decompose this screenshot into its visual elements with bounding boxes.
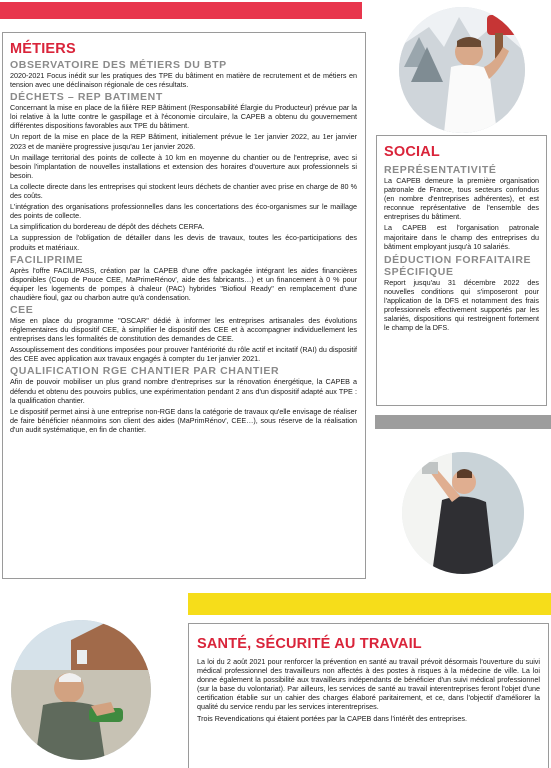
worker-sanding-photo	[11, 620, 151, 760]
dfs-text: Report jusqu'au 31 décembre 2022 des nouvelles conditions qui s'imposeront pour l'application de la DFS et notamment des frais professionnels effectivement supportés par les salariés, dispositions qui restreignent fortement le champ de la DFS.	[384, 277, 539, 333]
worker-painting-photo	[399, 7, 525, 133]
metiers-title: MÉTIERS	[10, 41, 76, 57]
sante-text-2: Trois Revendications qui étaient portées par la CAPEB dans l'intérêt des entreprises.	[197, 713, 467, 723]
social-title: SOCIAL	[384, 144, 440, 160]
sante-title: SANTÉ, SÉCURITÉ AU TRAVAIL	[197, 636, 422, 652]
observatoire-heading: OBSERVATOIRE DES MÉTIERS DU BTP	[10, 59, 227, 71]
sante-text-1: La loi du 2 août 2021 pour renforcer la prévention en santé au travail prévoit désormais l'ouverture du suivi médical professionnel des travailleurs non affectés à des postes à risques à la médecine de ville. La loi donne également la possibilité aux travailleurs indépendants de bénéficier d'un suivi médical professionnel (sur la base du volontariat). Par ailleurs, les services de santé au travail interentreprises feront l'objet d'une certification établie sur un cahier des charges élaboré paritairement, et ce, dans l'objectif d'améliorer la qualité du service rendu par les services interentreprises.	[197, 657, 540, 712]
dechets-text-3: Un maillage territorial des points de collecte à 10 km en moyenne du chantier ou de l'entreprise, avec si besoin l'implantation de nouvelles installations et extension des horaires d'ouverture aux professionnels si besoin.	[10, 152, 357, 180]
qualification-heading: QUALIFICATION RGE CHANTIER PAR CHANTIER	[10, 365, 280, 378]
qualification-text-1: Afin de pouvoir mobiliser un plus grand nombre d'entreprises sur la rénovation énergétique, la CAPEB a défendu et obtenu des pouvoirs publics, une expérimentation pendant 2 ans d'un dispositif adapté aux TPE : la qualification chantier.	[10, 377, 357, 405]
cee-text-1: Mise en place du programme "OSCAR" dédié à informer les entreprises artisanales des évolutions réglementaires du dispositif CEE, à simplifier le dispositif des CEE et à accompagner individuellement les entreprises dans les formalités de constitution des demandes de CEE.	[10, 315, 357, 344]
faciliprime-text: Après l'offre FACILIPASS, création par la CAPEB d'une offre packagée intégrant les aides financières disponibles (Coup de Pouce CEE, MaPrimeRénov', aide des fabricants…) et un financement à 0 % pour équiper les logements de pompes à chaleur (PAC) hybrides "Biofioul Ready" en remplacement d'une chaudière fioul, gaz ou charbon autre qu'à condensation.	[10, 265, 357, 302]
sante-section	[188, 623, 549, 768]
dechets-text-7: La suppression de l'obligation de détailler dans les devis de travaux, toutes les éco-participations des produits et matériaux.	[10, 233, 357, 252]
observatoire-text: 2020-2021 Focus inédit sur les pratiques des TPE du bâtiment en matière de recrutement et de métiers en tension avec une déclinaison régionale de ces résultats.	[10, 71, 357, 90]
worker-drywall-photo	[402, 452, 524, 574]
representativite-text-2: La CAPEB est l'organisation patronale majoritaire dans le champ des entreprises du bâtiment employant jusqu'à 10 salariés.	[384, 223, 539, 251]
cee-text-2: Assouplissement des conditions imposées pour prouver l'antériorité du rôle actif et incitatif (RAI) du dispositif des CEE avec application aux travaux engagés à compter du 1er janvier 2021.	[10, 345, 357, 364]
faciliprime-heading: FACILIPRIME	[10, 253, 84, 266]
dechets-text-1: Concernant la mise en place de la filière REP Bâtiment (Responsabilité Élargie du Producteur) prévue par la loi relative à la lutte contre le gaspillage et à l'économie circulaire, la CAPEB a obtenu du gouvernement différentes dispositions favorables aux TPE du bâtiment.	[10, 103, 357, 131]
cee-heading: CEE	[10, 303, 34, 316]
dechets-heading: DÉCHETS – REP BATIMENT	[10, 91, 163, 104]
gray-divider-bar	[375, 415, 551, 429]
representativite-heading: REPRÉSENTATIVITÉ	[384, 164, 497, 176]
dfs-heading: DÉDUCTION FORFAITAIRE SPÉCIFIQUE	[384, 253, 532, 278]
yellow-divider-bar	[188, 593, 551, 615]
representativite-text-1: La CAPEB demeure la première organisation patronale de France, tous secteurs confondus (en nombre d'entreprises adhérentes), et est reconnue représentative de l'ensemble des entreprises du bâtiment.	[384, 176, 539, 222]
qualification-text-2: Le dispositif permet ainsi à une entreprise non-RGE dans la catégorie de travaux qu'elle envisage de réaliser de faire bénéficier néanmoins son client des aides (MaPrimRénov', CEE…), sous réserve de la réalisation d'un audit systématique, en fin de chantier.	[10, 406, 357, 434]
red-header-bar	[0, 2, 362, 19]
metiers-section	[2, 32, 366, 579]
dechets-text-6: La simplification du bordereau de dépôt des déchets CERFA.	[10, 222, 205, 232]
social-section	[376, 135, 547, 406]
dechets-text-4: La collecte directe dans les entreprises qui stockent leurs déchets de chantier avec prise en charge de 80 % des coûts.	[10, 181, 357, 201]
dechets-text-5: L'intégration des organisations professionnelles dans les concertations des éco-organismes sur le maillage des points de collecte.	[10, 202, 357, 221]
dechets-text-2: Un report de la mise en place de la REP Bâtiment, initialement prévue le 1er janvier 2022, au 1er janvier 2023 et de manière progressive jusqu'au 1er janvier 2026.	[10, 132, 357, 151]
